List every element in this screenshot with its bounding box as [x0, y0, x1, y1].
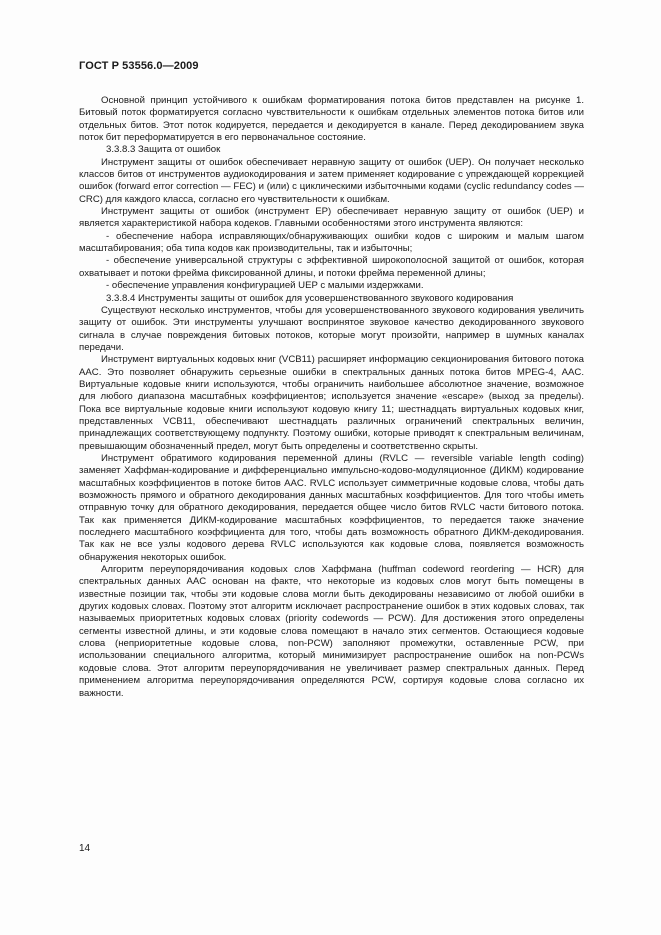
- standard-header: ГОСТ Р 53556.0—2009: [79, 60, 199, 72]
- list-item: - обеспечение набора исправляющих/обнаруживающих ошибки кодов с широким и малым шагом масштабирования; оба типа кодов как производительны, так и избыточны;: [79, 230, 584, 255]
- paragraph-hcr: Алгоритм переупорядочивания кодовых слов Хаффмана (huffman codeword reordering — HCR) для спектральных данных AAC основан на факте, что некоторые из кодовых слов могут быть помещены в известные позиции так, чтобы эти кодовые слова могли быть декодированы независимо от любой ошибки в других кодовых словах. Поэтому этот алгоритм исключает распространение ошибок в этих кодовых словах, так называемых приоритетных кодовых словах (priority codewords — PCW). Для достижения этого определены сегменты известной длины, и эти кодовые слова помещают в начало этих сегментов. Остающиеся кодовые слова (неприоритетные кодовые слова, non-PCW) заполняют промежутки, оставленные PCW, при использовании специального алгоритма, который минимизирует распространение ошибок на non-PCWs кодовые слова. Этот алгоритм переупорядочивания не увеличивает размер спектральных данных. Перед применением алгоритма переупорядочивания определяются PCW, сортируя кодовые слова согласно их важности.: [79, 564, 584, 699]
- paragraph-tools: Существуют несколько инструментов, чтобы для усовершенствованного звукового кодирования увеличить защиту от ошибок. Эти инструменты улучшают воспринятое звуковое качество декодированного звукового сигнала в случае повреждения битовых потоков, которые могут произойти, например в шумных каналах передачи.: [79, 304, 584, 353]
- paragraph-intro: Основной принцип устойчивого к ошибкам форматирования потока битов представлен на рисунке 1. Битовый поток форматируется согласно чувствительности к ошибкам отдельных элементов потока битов или отдельных битов. Этот поток кодируется, передается и декодируется в канале. Перед декодированием звука поток бит переформатируется в его первоначальное состояние.: [79, 95, 584, 144]
- list-item: - обеспечение универсальной структуры с эффективной широкополосной защитой от ошибок, которая охватывает и потоки фрейма фиксированной длины, и потоки фрейма переменной длины;: [79, 255, 584, 279]
- paragraph-ep-tool: Инструмент защиты от ошибок (инструмент EP) обеспечивает неравную защиту от ошибок (UEP) и является характеристикой набора кодеков. Главными особенностями этого инструмента являются:: [79, 206, 584, 230]
- list-item: - обеспечение управления конфигурацией UEP с малыми издержками.: [106, 280, 424, 292]
- paragraph-uep: Инструмент защиты от ошибок обеспечивает неравную защиту от ошибок (UEP). Он получает несколько классов битов от инструментов аудиокодирования и затем применяет кодирование с упреждающей коррекцией ошибок (forward error correction — FEC) и (или) с циклическими избыточными кодами (cyclic redundancy codes — CRC) для каждого класса, согласно его чувствительности к ошибкам.: [79, 156, 584, 205]
- section-heading-3-3-8-3: 3.3.8.3 Защита от ошибок: [106, 144, 221, 156]
- document-body: [79, 95, 584, 700]
- section-heading-3-3-8-4: 3.3.8.4 Инструменты защиты от ошибок для усовершенствованного звукового кодирования: [106, 292, 514, 304]
- paragraph-rvlc: Инструмент обратимого кодирования переменной длины (RVLC — reversible variable length coding) заменяет Хаффман-кодирование и дифференциально импульсно-кодово-модуляционное (ДИКМ) кодирование масштабных коэффициентов в потоке битов AAC. RVLC использует симметричные кодовые слова, чтобы дать возможность прямого и обратного декодирования данных масштабных коэффициентов. Для того чтобы иметь отправную точку для обратного декодирования, передается общее число битов RVLC части битового потока. Так как применяется ДИКМ-кодирование масштабных коэффициентов, то передается также значение последнего масштабного коэффициента для того, чтобы дать возможность обратного ДИКМ-декодирования. Так как не все узлы кодового дерева RVLC используются как кодовые слова, появляется возможность обнаружения некоторых ошибок.: [79, 452, 584, 563]
- page-number: 14: [79, 843, 91, 854]
- paragraph-vcb11: Инструмент виртуальных кодовых книг (VCB11) расширяет информацию секционирования битового потока AAC. Это позволяет обнаружить серьезные ошибки в спектральных данных потока битов MPEG-4, AAC. Виртуальные кодовые книги используются, чтобы ограничить наибольшее абсолютное значение, возможное для любого диапазона масштабных коэффициентов; используется значение «escape» (выход за пределы). Пока все виртуальные кодовые книги используют кодовую книгу 11; шестнадцать виртуальных кодовых книг, представленных VCB11, обеспечивают шестнадцать различных ограничений спектральных величин, принадлежащих соответствующему подпункту. Поэтому ошибки, которые приводят к спектральным величинам, превышающим обозначенный предел, могут быть определены и соответственно скрыты.: [79, 354, 584, 452]
